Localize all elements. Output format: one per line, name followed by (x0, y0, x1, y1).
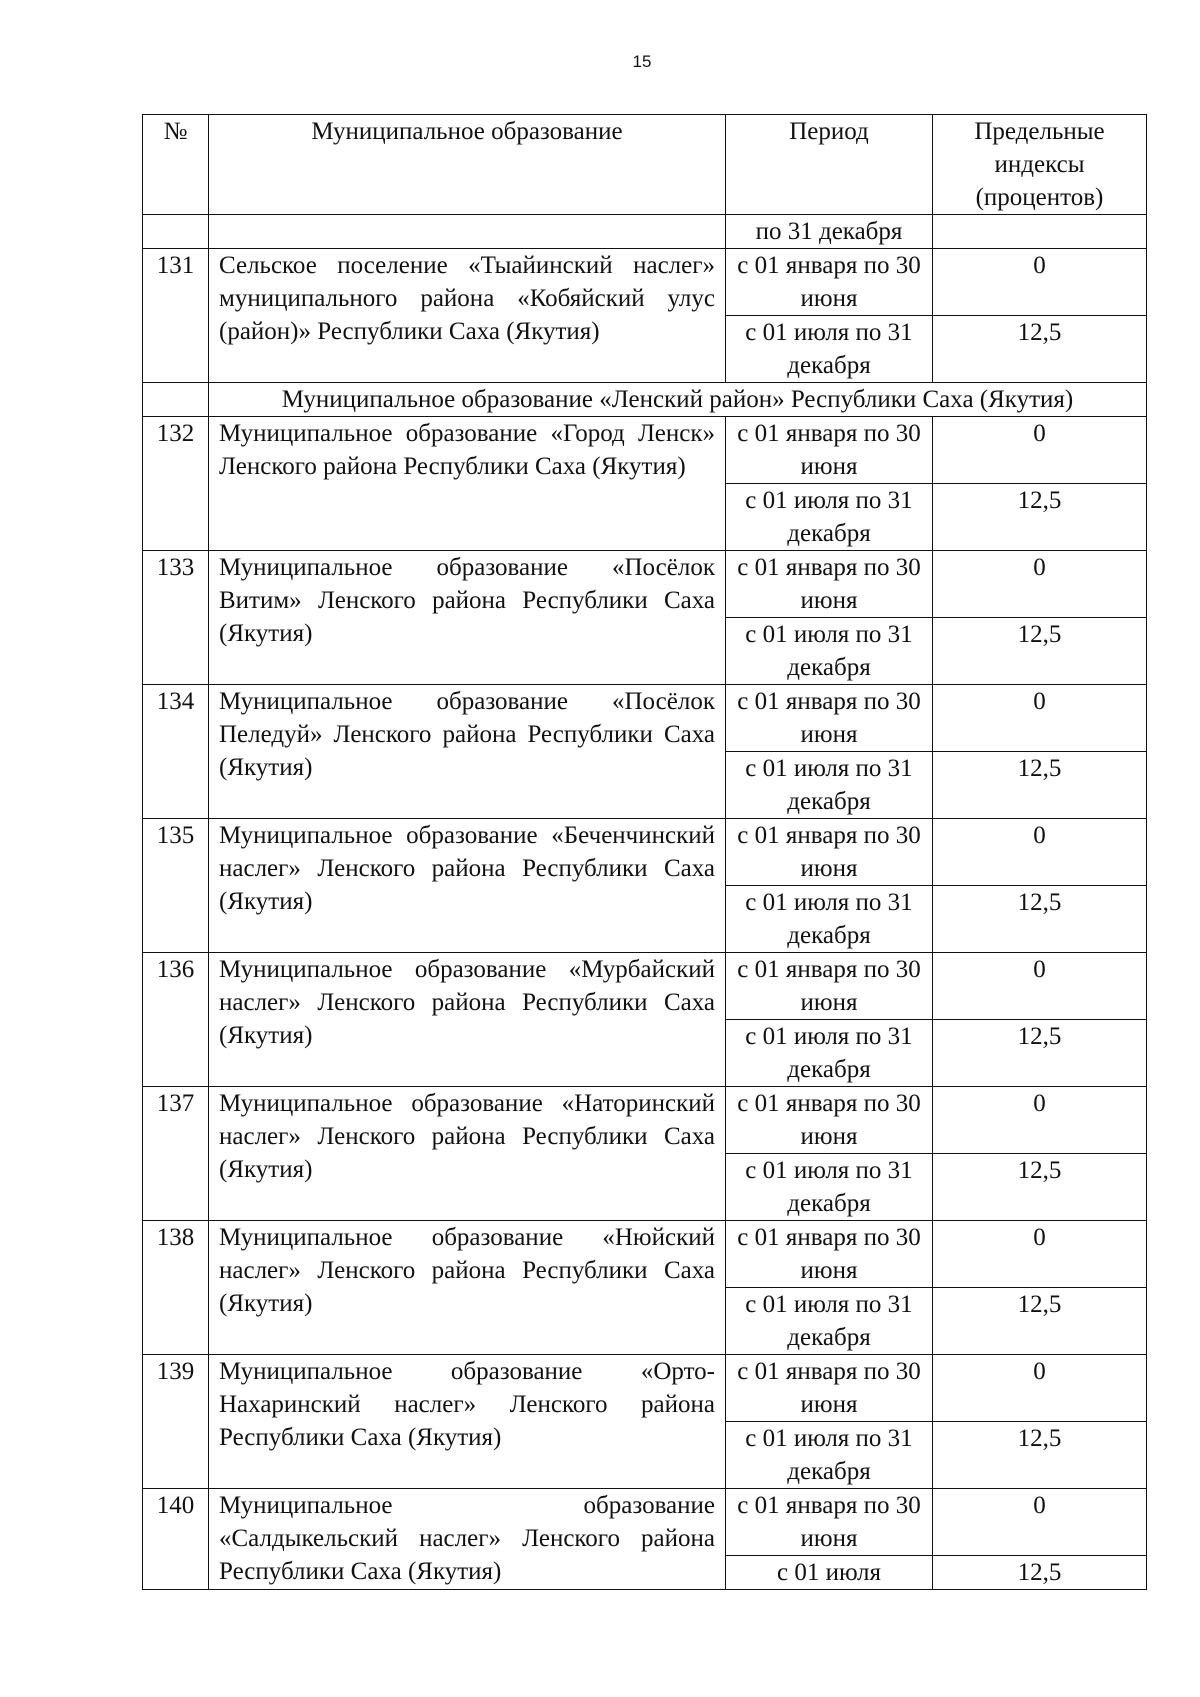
row-period-first-half: с 01 января по 30 июня (726, 685, 933, 752)
table-row (143, 551, 1147, 618)
row-period-second-half: с 01 июля (726, 1556, 933, 1590)
row-index-first-half: 0 (933, 551, 1147, 618)
row-index-first-half: 0 (933, 1221, 1147, 1288)
carry-over-name-cell (209, 215, 726, 249)
carry-over-row (143, 215, 1147, 249)
row-municipality: Муниципальное образование «Наторинский наслег» Ленского района Республики Саха (Якутия) (209, 1087, 726, 1221)
row-period-second-half: с 01 июля по 31 декабря (726, 1020, 933, 1087)
row-index-second-half: 12,5 (933, 1556, 1147, 1590)
row-index-second-half: 12,5 (933, 1288, 1147, 1355)
row-period-second-half: с 01 июля по 31 декабря (726, 1154, 933, 1221)
table-header-row (143, 115, 1147, 215)
row-index-first-half: 0 (933, 417, 1147, 484)
row-number: 140 (143, 1489, 209, 1590)
table-row (143, 1355, 1147, 1422)
row-number: 135 (143, 819, 209, 953)
row-municipality: Муниципальное образование «Город Ленск» Ленского района Республики Саха (Якутия) (209, 417, 726, 551)
header-index: Предельные индексы (процентов) (933, 115, 1147, 215)
table-row (143, 1087, 1147, 1154)
row-period-second-half: с 01 июля по 31 декабря (726, 316, 933, 383)
table-row (143, 417, 1147, 484)
row-municipality: Муниципальное образование «Беченчинский наслег» Ленского района Республики Саха (Якутия) (209, 819, 726, 953)
header-period: Период (726, 115, 933, 215)
table-row (143, 1221, 1147, 1288)
row-number: 134 (143, 685, 209, 819)
table-row (143, 685, 1147, 752)
row-municipality: Муниципальное образование «Посёлок Пеледуй» Ленского района Республики Саха (Якутия) (209, 685, 726, 819)
row-number: 137 (143, 1087, 209, 1221)
section-title: Муниципальное образование «Ленский район» Республики Саха (Якутия) (209, 383, 1147, 417)
row-index-second-half: 12,5 (933, 752, 1147, 819)
row-number: 131 (143, 249, 209, 383)
row-number: 139 (143, 1355, 209, 1489)
row-period-second-half: с 01 июля по 31 декабря (726, 1288, 933, 1355)
row-index-first-half: 0 (933, 819, 1147, 886)
row-index-second-half: 12,5 (933, 484, 1147, 551)
row-period-second-half: с 01 июля по 31 декабря (726, 1422, 933, 1489)
row-period-first-half: с 01 января по 30 июня (726, 1355, 933, 1422)
row-index-second-half: 12,5 (933, 1422, 1147, 1489)
carry-over-number-cell (143, 215, 209, 249)
row-period-second-half: с 01 июля по 31 декабря (726, 618, 933, 685)
row-index-second-half: 12,5 (933, 1154, 1147, 1221)
row-number: 136 (143, 953, 209, 1087)
table-row (143, 953, 1147, 1020)
row-period-second-half: с 01 июля по 31 декабря (726, 484, 933, 551)
row-period-first-half: с 01 января по 30 июня (726, 1087, 933, 1154)
carry-over-index-cell (933, 215, 1147, 249)
row-index-first-half: 0 (933, 1087, 1147, 1154)
header-number: № (143, 115, 209, 215)
row-period-first-half: с 01 января по 30 июня (726, 819, 933, 886)
page-number: 15 (632, 52, 652, 71)
row-municipality: Муниципальное образование «Салдыкельский наслег» Ленского района Республики Саха (Якутия) (209, 1489, 726, 1590)
row-municipality: Сельское поселение «Тыайинский наслег» муниципального района «Кобяйский улус (район)» Республики Саха (Якутия) (209, 249, 726, 383)
row-period-first-half: с 01 января по 30 июня (726, 953, 933, 1020)
limit-index-table (142, 114, 1147, 1590)
row-period-first-half: с 01 января по 30 июня (726, 1221, 933, 1288)
table-row (143, 819, 1147, 886)
row-index-first-half: 0 (933, 953, 1147, 1020)
section-row (143, 383, 1147, 417)
row-period-second-half: с 01 июля по 31 декабря (726, 886, 933, 953)
row-municipality: Муниципальное образование «Орто-Нахаринский наслег» Ленского района Республики Саха (Якутия) (209, 1355, 726, 1489)
row-municipality: Муниципальное образование «Нюйский наслег» Ленского района Республики Саха (Якутия) (209, 1221, 726, 1355)
row-period-first-half: с 01 января по 30 июня (726, 1489, 933, 1556)
row-period-first-half: с 01 января по 30 июня (726, 417, 933, 484)
header-municipality: Муниципальное образование (209, 115, 726, 215)
table-body (143, 115, 1147, 1590)
carry-over-period: по 31 декабря (726, 215, 933, 249)
row-index-first-half: 0 (933, 1355, 1147, 1422)
row-index-second-half: 12,5 (933, 886, 1147, 953)
row-municipality: Муниципальное образование «Посёлок Витим» Ленского района Республики Саха (Якутия) (209, 551, 726, 685)
row-number: 138 (143, 1221, 209, 1355)
row-period-first-half: с 01 января по 30 июня (726, 249, 933, 316)
table-row (143, 1489, 1147, 1556)
section-number-cell (143, 383, 209, 417)
row-index-first-half: 0 (933, 1489, 1147, 1556)
row-period-second-half: с 01 июля по 31 декабря (726, 752, 933, 819)
table-row (143, 249, 1147, 316)
row-number: 132 (143, 417, 209, 551)
row-index-second-half: 12,5 (933, 1020, 1147, 1087)
row-municipality: Муниципальное образование «Мурбайский наслег» Ленского района Республики Саха (Якутия) (209, 953, 726, 1087)
row-index-second-half: 12,5 (933, 316, 1147, 383)
row-period-first-half: с 01 января по 30 июня (726, 551, 933, 618)
row-index-second-half: 12,5 (933, 618, 1147, 685)
row-number: 133 (143, 551, 209, 685)
row-index-first-half: 0 (933, 685, 1147, 752)
row-index-first-half: 0 (933, 249, 1147, 316)
